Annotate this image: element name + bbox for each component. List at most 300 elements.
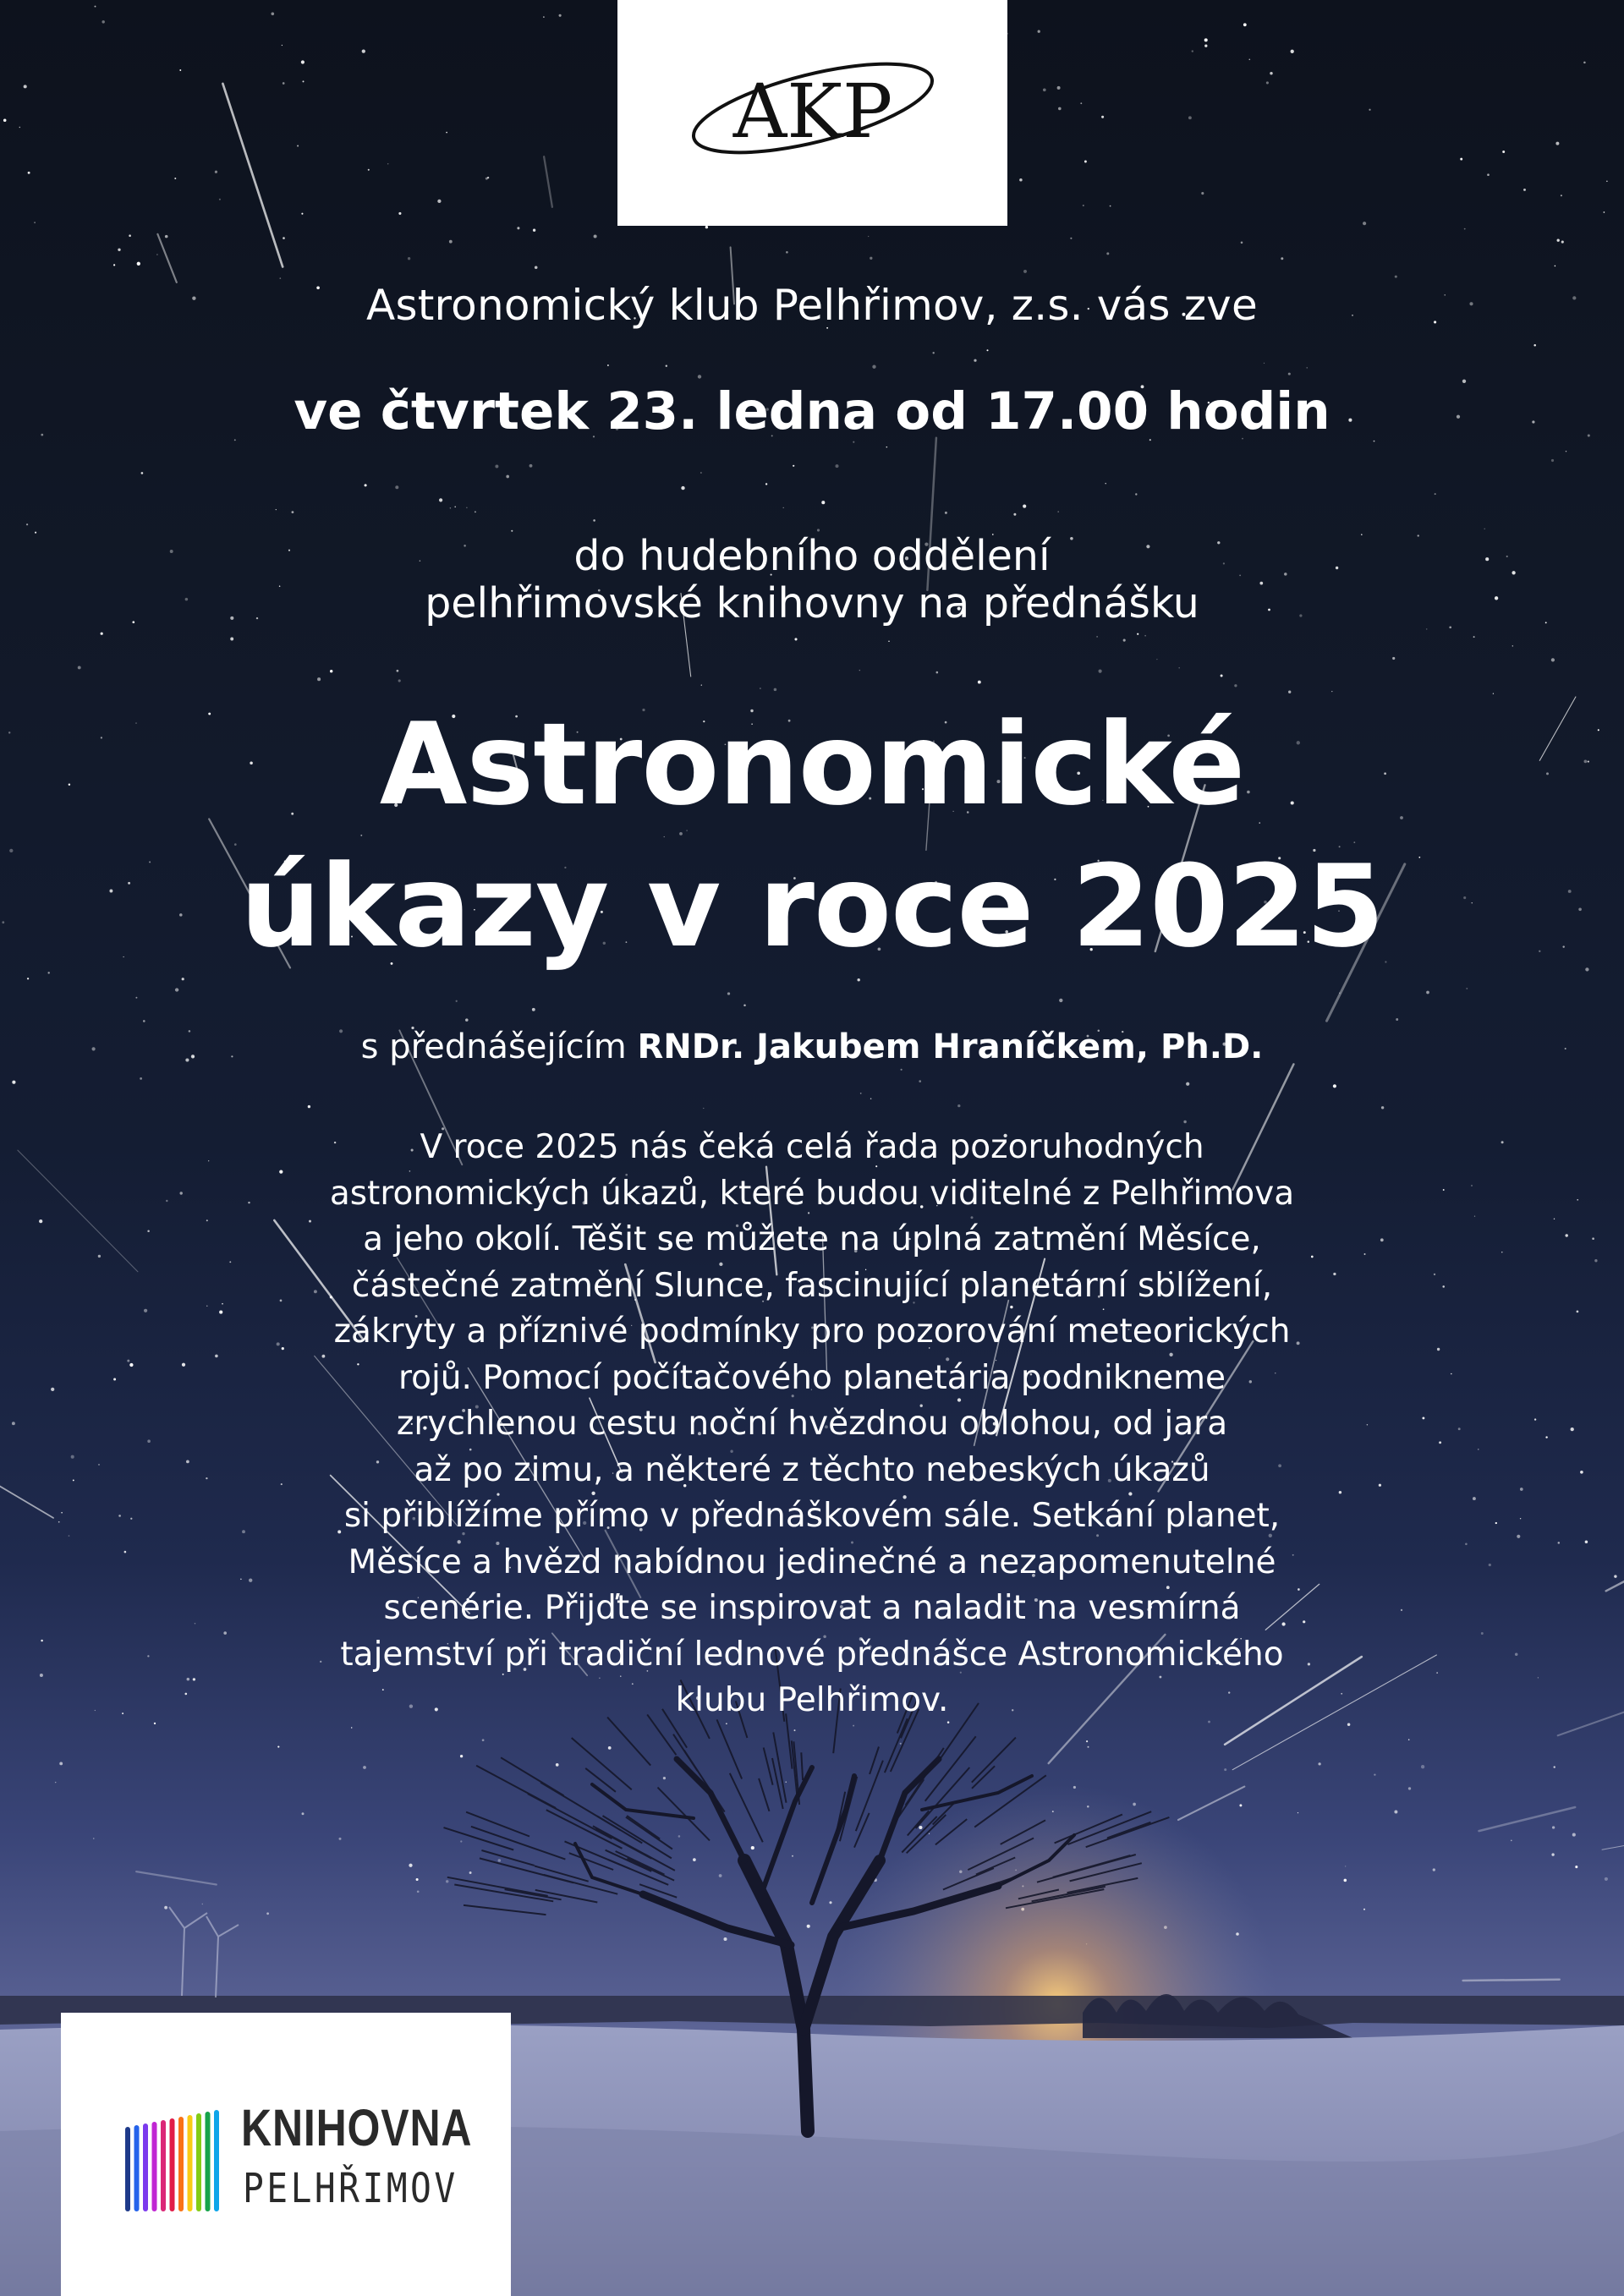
meteor-streak [1558, 1658, 1624, 1736]
akp-logo-text: AKP [732, 68, 893, 155]
star [835, 464, 838, 468]
star [1481, 1632, 1484, 1635]
description-line: až po zimu, a některé z těchto nebeských úkazů [414, 1450, 1210, 1489]
star [1442, 1285, 1445, 1288]
star [1264, 363, 1265, 364]
star [456, 1000, 458, 1002]
star [272, 12, 275, 15]
star [607, 364, 609, 366]
star [1019, 178, 1023, 182]
star [1435, 493, 1436, 495]
star [1523, 189, 1526, 191]
star [1583, 62, 1586, 64]
star [465, 1018, 469, 1022]
star [1023, 270, 1027, 273]
star [666, 364, 667, 366]
star [206, 1306, 207, 1307]
star [1266, 81, 1269, 84]
star [1083, 205, 1084, 206]
star [1460, 158, 1462, 161]
star [397, 670, 399, 672]
star [1458, 1427, 1461, 1430]
star [292, 511, 294, 513]
star [681, 486, 684, 490]
star [206, 1219, 208, 1221]
description-line: klubu Pelhřimov. [675, 1681, 949, 1719]
star [446, 132, 447, 134]
star [1080, 102, 1082, 104]
star [821, 501, 825, 504]
star [1057, 511, 1059, 512]
star [174, 178, 176, 179]
star [437, 200, 441, 203]
star [1577, 1311, 1579, 1313]
star [130, 1518, 132, 1520]
title-line: Astronomické [379, 699, 1245, 830]
speaker-name: RNDr. Jakubem Hraníčkem, Ph.D. [637, 1027, 1264, 1066]
description-line: a jeho okolí. Těšit se můžete na úplná zatmění Měsíce, [363, 1220, 1261, 1258]
library-logo-bar [206, 2112, 211, 2211]
star [1392, 657, 1395, 660]
library-logo-bar [152, 2122, 157, 2211]
star [398, 679, 401, 682]
star [387, 163, 388, 164]
star [19, 127, 20, 128]
star [1204, 38, 1208, 41]
star [1333, 1084, 1336, 1088]
star [1614, 1575, 1616, 1577]
star [765, 483, 767, 485]
star [1534, 1418, 1536, 1420]
star [101, 633, 103, 635]
star [1557, 239, 1560, 242]
library-logo-bar [125, 2127, 130, 2211]
star [535, 266, 538, 270]
lecture-description [220, 1125, 1404, 1724]
star [129, 234, 131, 237]
star [98, 1255, 101, 1258]
star [219, 199, 221, 200]
star [1123, 639, 1126, 642]
star [1571, 1427, 1574, 1431]
star [1221, 675, 1223, 677]
description-line: V roce 2025 nás čeká celá řada pozoruhodných [420, 1128, 1204, 1166]
star [395, 485, 398, 489]
star [1501, 1141, 1504, 1143]
star [365, 484, 367, 486]
star [466, 507, 467, 508]
library-logo-bar [188, 2115, 193, 2211]
star [1422, 1417, 1424, 1419]
description-line: si přiblížíme přímo v přednáškovém sále. Setkání planet, [343, 1497, 1281, 1535]
star [529, 464, 533, 468]
speaker-line [0, 1027, 1624, 1066]
star [102, 20, 104, 23]
star [215, 171, 217, 173]
star [147, 1439, 151, 1443]
star [1585, 1541, 1588, 1544]
invitation-line: Astronomický klub Pelhřimov, z.s. vás zve [366, 281, 1258, 330]
star [73, 1479, 74, 1481]
star [449, 240, 453, 244]
star [166, 1200, 167, 1202]
star [1178, 667, 1180, 669]
star [1426, 628, 1428, 630]
star [1580, 1471, 1583, 1474]
star [26, 523, 28, 525]
star [154, 1723, 156, 1724]
library-logo-bar [161, 2120, 166, 2211]
star [986, 349, 988, 351]
star [936, 671, 939, 674]
star [95, 6, 96, 8]
star [486, 178, 488, 180]
star [95, 1710, 96, 1711]
star [1434, 1274, 1435, 1275]
star [1533, 344, 1536, 347]
star [51, 1388, 54, 1391]
star [301, 213, 303, 215]
star [1495, 1522, 1497, 1524]
star [1099, 670, 1102, 673]
star [1471, 1185, 1472, 1186]
star [1517, 1535, 1520, 1538]
star [147, 1655, 149, 1657]
star [69, 1535, 70, 1537]
star [215, 1355, 218, 1358]
library-logo-bar [134, 2125, 140, 2211]
star [230, 638, 233, 641]
description-line: rojů. Pomocí počítačového planetária podnikneme [398, 1358, 1226, 1397]
star [705, 226, 708, 228]
star [870, 257, 872, 260]
star [872, 365, 875, 369]
star [1135, 493, 1137, 495]
star [1396, 1018, 1398, 1021]
star [1192, 50, 1193, 52]
star [786, 251, 788, 254]
star [1502, 151, 1505, 153]
star [868, 236, 869, 237]
star [127, 1360, 129, 1362]
star [193, 1678, 195, 1680]
description-line: částečné zatmění Slunce, fascinující planetární sblížení, [351, 1266, 1273, 1305]
star [408, 257, 410, 260]
meteor-streak [544, 156, 552, 207]
star [727, 992, 730, 995]
star [1270, 72, 1272, 74]
star [703, 1108, 704, 1109]
star [61, 1512, 63, 1514]
star [1512, 645, 1513, 646]
star [28, 172, 30, 174]
meteor-streak [157, 234, 176, 282]
star [1604, 211, 1605, 213]
star [743, 1005, 746, 1007]
star [1464, 228, 1466, 230]
star [533, 229, 535, 232]
star [78, 666, 81, 669]
star [317, 677, 321, 681]
star [793, 465, 794, 467]
star [870, 1098, 872, 1099]
star [783, 507, 784, 508]
star [932, 352, 934, 353]
star [1545, 1436, 1547, 1438]
star [1363, 222, 1366, 225]
star [12, 1422, 15, 1425]
star [543, 16, 545, 18]
star [1281, 257, 1283, 260]
star [1096, 636, 1098, 638]
star [1489, 1564, 1491, 1566]
star [1515, 1653, 1518, 1657]
star [113, 1378, 116, 1381]
star [398, 212, 401, 215]
star [1551, 459, 1554, 462]
star [1101, 116, 1104, 118]
star [140, 1077, 142, 1080]
star [58, 1521, 60, 1523]
star [1106, 252, 1109, 255]
star [957, 1104, 960, 1107]
star [760, 688, 761, 689]
star [774, 688, 777, 692]
meteor-streak [18, 1150, 138, 1272]
description-line: Měsíce a hvězd nabídnou jedinečné a nezapomenutelné [348, 1543, 1276, 1581]
star [143, 1020, 145, 1022]
meteor-streak [1606, 1553, 1624, 1592]
library-name-line1: KNIHOVNA [241, 2099, 473, 2156]
star [39, 1219, 42, 1223]
library-logo [61, 2013, 511, 2296]
star [175, 988, 178, 991]
star [144, 1309, 147, 1312]
library-name-line2: PELHŘIMOV [243, 2165, 458, 2212]
akp-logo [617, 0, 1007, 226]
star [1186, 1082, 1189, 1086]
star [283, 237, 285, 239]
speaker-prefix: s přednášejícím [360, 1027, 638, 1066]
star [559, 14, 562, 17]
venue-line: pelhřimovské knihovny na přednášku [425, 579, 1199, 627]
star [700, 472, 702, 474]
star [1473, 636, 1475, 638]
star [1443, 1189, 1445, 1191]
star [1023, 505, 1026, 508]
star [919, 1080, 921, 1082]
star [1204, 45, 1207, 47]
star [886, 447, 888, 448]
star [297, 145, 299, 146]
title-line: úkazy v roce 2025 [240, 841, 1384, 973]
star [475, 511, 476, 512]
star [450, 507, 452, 509]
star [124, 1551, 127, 1553]
star [1520, 1518, 1521, 1519]
star [113, 264, 115, 266]
star [1561, 241, 1564, 244]
star [1059, 999, 1062, 1002]
star [40, 1674, 43, 1677]
star [1465, 1543, 1468, 1546]
star [1487, 173, 1490, 176]
star [1043, 88, 1046, 91]
star [156, 254, 158, 255]
description-line: scenérie. Přijďte se inspirovat a naladit na vesmírná [383, 1589, 1241, 1627]
star [1369, 109, 1370, 111]
star [141, 472, 144, 474]
star [71, 1455, 74, 1459]
star [147, 1230, 150, 1233]
star [1013, 513, 1016, 516]
akp-logo-mark [617, 0, 1007, 226]
star [179, 1192, 182, 1194]
star [1538, 1677, 1539, 1678]
star [351, 1727, 352, 1728]
star [1291, 50, 1294, 53]
star [206, 1477, 207, 1479]
star [794, 1729, 796, 1731]
star [901, 1069, 903, 1071]
star [308, 1105, 310, 1108]
star [1070, 238, 1072, 239]
star [1592, 1237, 1594, 1240]
star [208, 1160, 209, 1161]
star [1188, 116, 1192, 119]
star [1243, 23, 1247, 26]
star [1551, 658, 1555, 661]
star [1577, 1199, 1578, 1201]
star [1381, 1106, 1384, 1109]
star [945, 512, 947, 514]
star [853, 1725, 854, 1727]
star [511, 530, 513, 532]
star [794, 638, 797, 640]
star [276, 509, 277, 510]
meteor-streak [0, 1483, 53, 1518]
star [506, 475, 509, 479]
star [1137, 633, 1138, 635]
star [1594, 1259, 1597, 1262]
description-line: zákryty a příznivé podmínky pro pozorování meteorických [333, 1312, 1291, 1351]
event-datetime: ve čtvrtek 23. ledna od 17.00 hodin [294, 381, 1330, 441]
library-logo-bar [178, 2117, 184, 2211]
star [1105, 483, 1106, 484]
library-logo-bar [196, 2113, 201, 2211]
star [857, 978, 859, 981]
library-logo-bar [214, 2110, 219, 2211]
star [593, 519, 595, 522]
lecture-title [0, 693, 1624, 978]
star [368, 169, 370, 171]
star [1561, 195, 1562, 196]
star [888, 641, 890, 643]
star [1473, 1497, 1476, 1500]
star [701, 684, 702, 685]
star [974, 359, 976, 362]
star [330, 670, 332, 672]
star [1555, 142, 1559, 145]
star [978, 681, 981, 684]
star [1144, 635, 1146, 637]
star [135, 997, 137, 999]
star [532, 1008, 535, 1011]
star [1307, 367, 1308, 368]
library-logo-bars-icon [125, 2097, 223, 2211]
star [454, 507, 456, 508]
star [1058, 107, 1062, 111]
star [1474, 1216, 1475, 1217]
star [439, 498, 442, 501]
star [859, 670, 860, 671]
description-line: zrychlenou cestu noční hvězdnou oblohou, od jara [396, 1405, 1228, 1443]
star [860, 1093, 862, 1094]
star [184, 1693, 187, 1696]
star [182, 1363, 185, 1367]
star [1057, 86, 1061, 90]
star [1437, 1348, 1440, 1351]
star [698, 375, 701, 378]
star [129, 1363, 133, 1367]
star [179, 69, 181, 71]
star [282, 45, 283, 46]
star [1520, 1488, 1523, 1491]
star [1555, 266, 1556, 267]
star [118, 249, 120, 251]
star [594, 234, 597, 238]
library-logo-bar [143, 2123, 148, 2211]
star [1439, 1441, 1441, 1444]
star [1466, 988, 1468, 989]
star [279, 277, 281, 279]
meteor-streak [222, 84, 283, 267]
star [1248, 58, 1250, 60]
venue-line: do hudebního oddělení [573, 532, 1051, 580]
star [137, 262, 140, 266]
star [1606, 181, 1607, 182]
star [1331, 691, 1332, 692]
star [1201, 192, 1204, 195]
description-line: astronomických úkazů, které budou viditelné z Pelhřimova [329, 1174, 1295, 1213]
star [182, 978, 184, 980]
star [303, 80, 304, 82]
star [1451, 1373, 1452, 1375]
star [1426, 991, 1429, 995]
star [118, 1515, 121, 1517]
star [98, 1464, 100, 1466]
star [1436, 1672, 1437, 1673]
star [1565, 1234, 1567, 1236]
description-line: tajemství při tradiční lednové přednášce Astronomického [340, 1635, 1284, 1674]
star [1395, 276, 1397, 278]
star [122, 1712, 123, 1714]
star [1084, 161, 1087, 163]
star [362, 49, 365, 52]
star [27, 978, 29, 979]
star [186, 1460, 189, 1464]
star [3, 118, 7, 122]
star [24, 85, 27, 88]
star [301, 60, 304, 63]
star [517, 227, 519, 229]
star [495, 465, 498, 469]
star [1156, 659, 1157, 660]
star [1183, 1121, 1186, 1123]
star [1110, 205, 1111, 207]
star [41, 1640, 43, 1642]
star [12, 1081, 15, 1084]
